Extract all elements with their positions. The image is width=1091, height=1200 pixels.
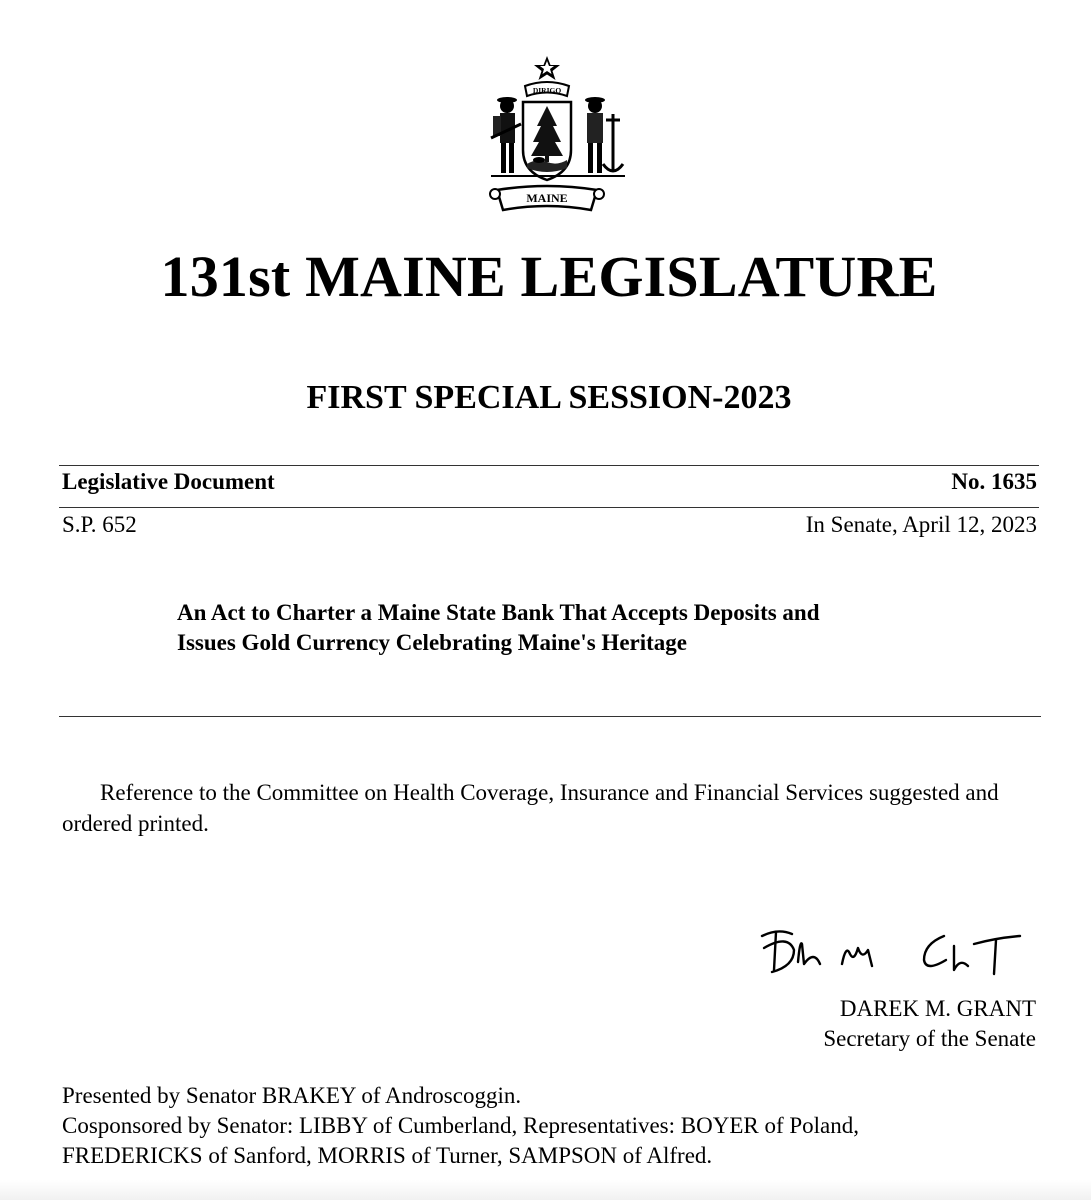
document-number: No. 1635 [951,469,1037,494]
senate-paper-number: S.P. 652 [62,512,137,537]
signature-image [758,920,1038,990]
senate-date: In Senate, April 12, 2023 [805,512,1037,537]
seal-motto: DIRIGO [532,86,562,95]
cosponsored-by-line-1: Cosponsored by Senator: LIBBY of Cumberland, Representatives: BOYER of Poland, [62,1113,860,1138]
presented-by: Presented by Senator BRAKEY of Androscoggin. [62,1083,522,1108]
session-title: FIRST SPECIAL SESSION-2023 [306,379,792,416]
page-bottom-edge [0,1180,1091,1200]
seal-name: MAINE [526,191,568,205]
middle-divider [59,507,1039,508]
document-type-label: Legislative Document [62,469,275,494]
cosponsored-by-line-2: FREDERICKS of Sanford, MORRIS of Turner, SAMPSON of Alfred. [62,1143,713,1168]
committee-reference: Reference to the Committee on Health Coverage, Insurance and Financial Services suggested and ordered printed. [62,780,999,836]
legislature-title: 131st MAINE LEGISLATURE [160,244,938,309]
sponsors-block [62,1081,1062,1171]
act-title [177,598,997,658]
maine-state-seal [487,54,631,222]
top-divider [59,465,1039,466]
signatory-block [823,994,1036,1054]
signatory-name: DAREK M. GRANT [839,996,1036,1021]
act-title-line-2: Issues Gold Currency Celebrating Maine's Heritage [177,630,687,655]
act-title-line-1: An Act to Charter a Maine State Bank That Accepts Deposits and [177,600,820,625]
act-divider [59,716,1041,717]
signatory-title: Secretary of the Senate [823,1026,1036,1051]
